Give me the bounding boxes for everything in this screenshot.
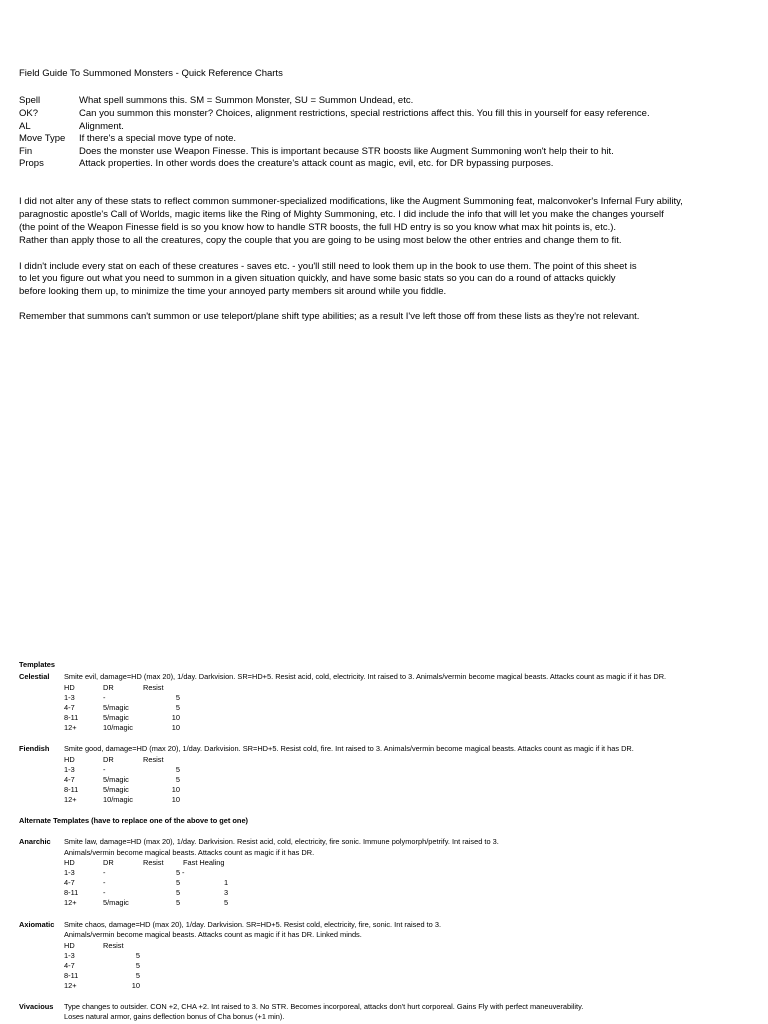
table-cell-resist: 5 — [175, 775, 180, 784]
paragraph-line: I did not alter any of these stats to reflect common summoner-specialized modifications, like the Augment Summoning feat, malconvoker's Infernal Fury ability, — [19, 196, 683, 207]
table-cell-hd: 8-11 — [64, 971, 79, 980]
table-cell-hd: 12+ — [64, 898, 77, 907]
table-cell-hd: 4-7 — [64, 703, 75, 712]
table-cell-resist: 5 — [176, 878, 181, 887]
definition-desc: Can you summon this monster? Choices, alignment restrictions, special restrictions affect this. You fill this in yourself for easy reference. — [79, 108, 650, 119]
paragraph-line: paragnostic apostle's Call of Worlds, magic items like the Ring of Mighty Summoning, etc. I did include the info that will let you make the changes yourself — [19, 209, 664, 220]
table-cell-dr: 5/magic — [103, 713, 129, 722]
template-name: Axiomatic — [19, 920, 55, 929]
column-header-dr: DR — [103, 683, 114, 692]
definition-desc: Attack properties. In other words does the creature's attack count as magic, evil, etc. for DR bypassing purposes. — [79, 158, 554, 169]
table-cell-dr: 5/magic — [103, 898, 129, 907]
table-cell-resist: 5 — [175, 693, 180, 702]
template-desc: Smite good, damage=HD (max 20), 1/day. Darkvision. SR=HD+5. Resist cold, fire. Int raised to 3. Animals/vermin become magical beasts. Attacks count as magic if it has DR. — [64, 744, 634, 753]
table-cell-hd: 12+ — [64, 723, 77, 732]
table-cell-resist: 5 — [176, 868, 181, 877]
table-cell-resist: 5 — [135, 951, 140, 960]
table-cell-dr: - — [103, 888, 106, 897]
table-cell-resist: 10 — [171, 723, 180, 732]
column-header-hd: HD — [64, 683, 75, 692]
table-cell-hd: 8-11 — [64, 713, 79, 722]
template-name: Fiendish — [19, 744, 50, 753]
table-cell-resist: 5 — [135, 961, 140, 970]
column-header-resist: Resist — [143, 858, 164, 867]
definition-term: Spell — [19, 95, 41, 106]
definition-desc: If there's a special move type of note. — [79, 133, 237, 144]
templates-heading: Templates — [19, 660, 56, 669]
template-desc: Loses natural armor, gains deflection bonus of Cha bonus (+1 min). — [64, 1012, 285, 1021]
column-header-fast-healing: Fast Healing — [183, 858, 225, 867]
table-cell-dr: - — [103, 868, 106, 877]
table-cell-fast-healing: 3 — [224, 888, 229, 897]
table-cell-resist: 5 — [176, 888, 181, 897]
paragraph-line: to let you figure out what you need to summon in a given situation quickly, and have some basic stats so you can do a round of attacks quickly — [19, 273, 616, 284]
table-cell-resist: 10 — [171, 795, 180, 804]
column-header-resist: Resist — [143, 755, 164, 764]
paragraph-line: before looking them up, to minimize the time your annoyed party members sit around while you fiddle. — [19, 286, 447, 297]
template-desc: Type changes to outsider. CON +2, CHA +2. Int raised to 3. No STR. Becomes incorporeal, attacks don't hurt corporeal. Gains Fly with perfect maneuverability. — [64, 1002, 584, 1011]
table-cell-hd: 8-11 — [64, 888, 79, 897]
table-cell-hd: 8-11 — [64, 785, 79, 794]
definition-term: AL — [19, 121, 31, 132]
table-cell-hd: 4-7 — [64, 961, 75, 970]
table-cell-hd: 4-7 — [64, 775, 75, 784]
table-cell-dr: 10/magic — [103, 795, 133, 804]
definition-desc: Does the monster use Weapon Finesse. This is important because STR boosts like Augment Summoning won't help their to hit. — [79, 146, 614, 157]
column-header-hd: HD — [64, 941, 75, 950]
alternate-templates-heading: Alternate Templates (have to replace one of the above to get one) — [19, 816, 249, 825]
definition-term: Props — [19, 158, 44, 169]
table-cell-resist: 5 — [176, 898, 181, 907]
column-header-hd: HD — [64, 858, 75, 867]
table-cell-hd: 4-7 — [64, 878, 75, 887]
column-header-dr: DR — [103, 755, 114, 764]
template-name: Vivacious — [19, 1002, 54, 1011]
table-cell-dr: 5/magic — [103, 703, 129, 712]
template-name: Anarchic — [19, 837, 51, 846]
table-cell-dr: 5/magic — [103, 785, 129, 794]
table-cell-resist: 5 — [175, 703, 180, 712]
table-cell-dr: - — [103, 878, 106, 887]
table-cell-hd: 1-3 — [64, 693, 75, 702]
table-cell-resist: 10 — [171, 713, 180, 722]
table-cell-fast-healing: - — [182, 868, 185, 877]
table-cell-resist: 5 — [175, 765, 180, 774]
table-cell-hd: 12+ — [64, 795, 77, 804]
definition-term: Move Type — [19, 133, 66, 144]
paragraph-line: Remember that summons can't summon or use teleport/plane shift type abilities; as a result I've left those off from these lists as they're not relevant. — [19, 311, 640, 322]
column-header-resist: Resist — [103, 941, 124, 950]
template-desc: Animals/vermin become magical beasts. Attacks count as magic if it has DR. Linked minds. — [64, 930, 362, 939]
table-cell-fast-healing: 1 — [224, 878, 229, 887]
template-desc: Smite evil, damage=HD (max 20), 1/day. Darkvision. SR=HD+5. Resist acid, cold, electricity. Int raised to 3. Animals/vermin become magical beasts. Attacks count as magic if it has DR. — [64, 672, 667, 681]
table-cell-dr: 5/magic — [103, 775, 129, 784]
template-desc: Smite chaos, damage=HD (max 20), 1/day. Darkvision. SR=HD+5. Resist cold, electricity, fire, sonic. Int raised to 3. — [64, 920, 442, 929]
column-header-hd: HD — [64, 755, 75, 764]
template-name: Celestial — [19, 672, 50, 681]
paragraph-line: I didn't include every stat on each of these creatures - saves etc. - you'll still need to look them up in the book to use them. The point of this sheet is — [19, 261, 637, 272]
definition-term: Fin — [19, 146, 33, 157]
table-cell-hd: 1-3 — [64, 868, 75, 877]
table-cell-resist: 5 — [135, 971, 140, 980]
page-title: Field Guide To Summoned Monsters - Quick Reference Charts — [19, 68, 283, 79]
definition-desc: Alignment. — [79, 121, 124, 132]
template-desc: Smite law, damage=HD (max 20), 1/day. Darkvision. Resist acid, cold, electricity, fire sonic. Immune polymorph/petrify. Int raised to 3. — [64, 837, 499, 846]
table-cell-hd: 12+ — [64, 981, 77, 990]
column-header-resist: Resist — [143, 683, 164, 692]
table-cell-dr: 10/magic — [103, 723, 133, 732]
template-desc: Animals/vermin become magical beasts. Attacks count as magic if it has DR. — [64, 848, 315, 857]
table-cell-dr: - — [103, 765, 106, 774]
definition-desc: What spell summons this. SM = Summon Monster, SU = Summon Undead, etc. — [79, 95, 414, 106]
table-cell-hd: 1-3 — [64, 765, 75, 774]
table-cell-resist: 10 — [171, 785, 180, 794]
table-cell-dr: - — [103, 693, 106, 702]
paragraph-line: Rather than apply those to all the creatures, copy the couple that you are going to be using most below the other entries and change them to fit. — [19, 235, 622, 246]
paragraph-line: (the point of the Weapon Finesse field is so you know how to handle STR boosts, the full HD entry is so you know what max hit points is, etc.). — [19, 222, 617, 233]
table-cell-fast-healing: 5 — [224, 898, 229, 907]
table-cell-resist: 10 — [131, 981, 140, 990]
definition-term: OK? — [19, 108, 39, 119]
column-header-dr: DR — [103, 858, 114, 867]
table-cell-hd: 1-3 — [64, 951, 75, 960]
